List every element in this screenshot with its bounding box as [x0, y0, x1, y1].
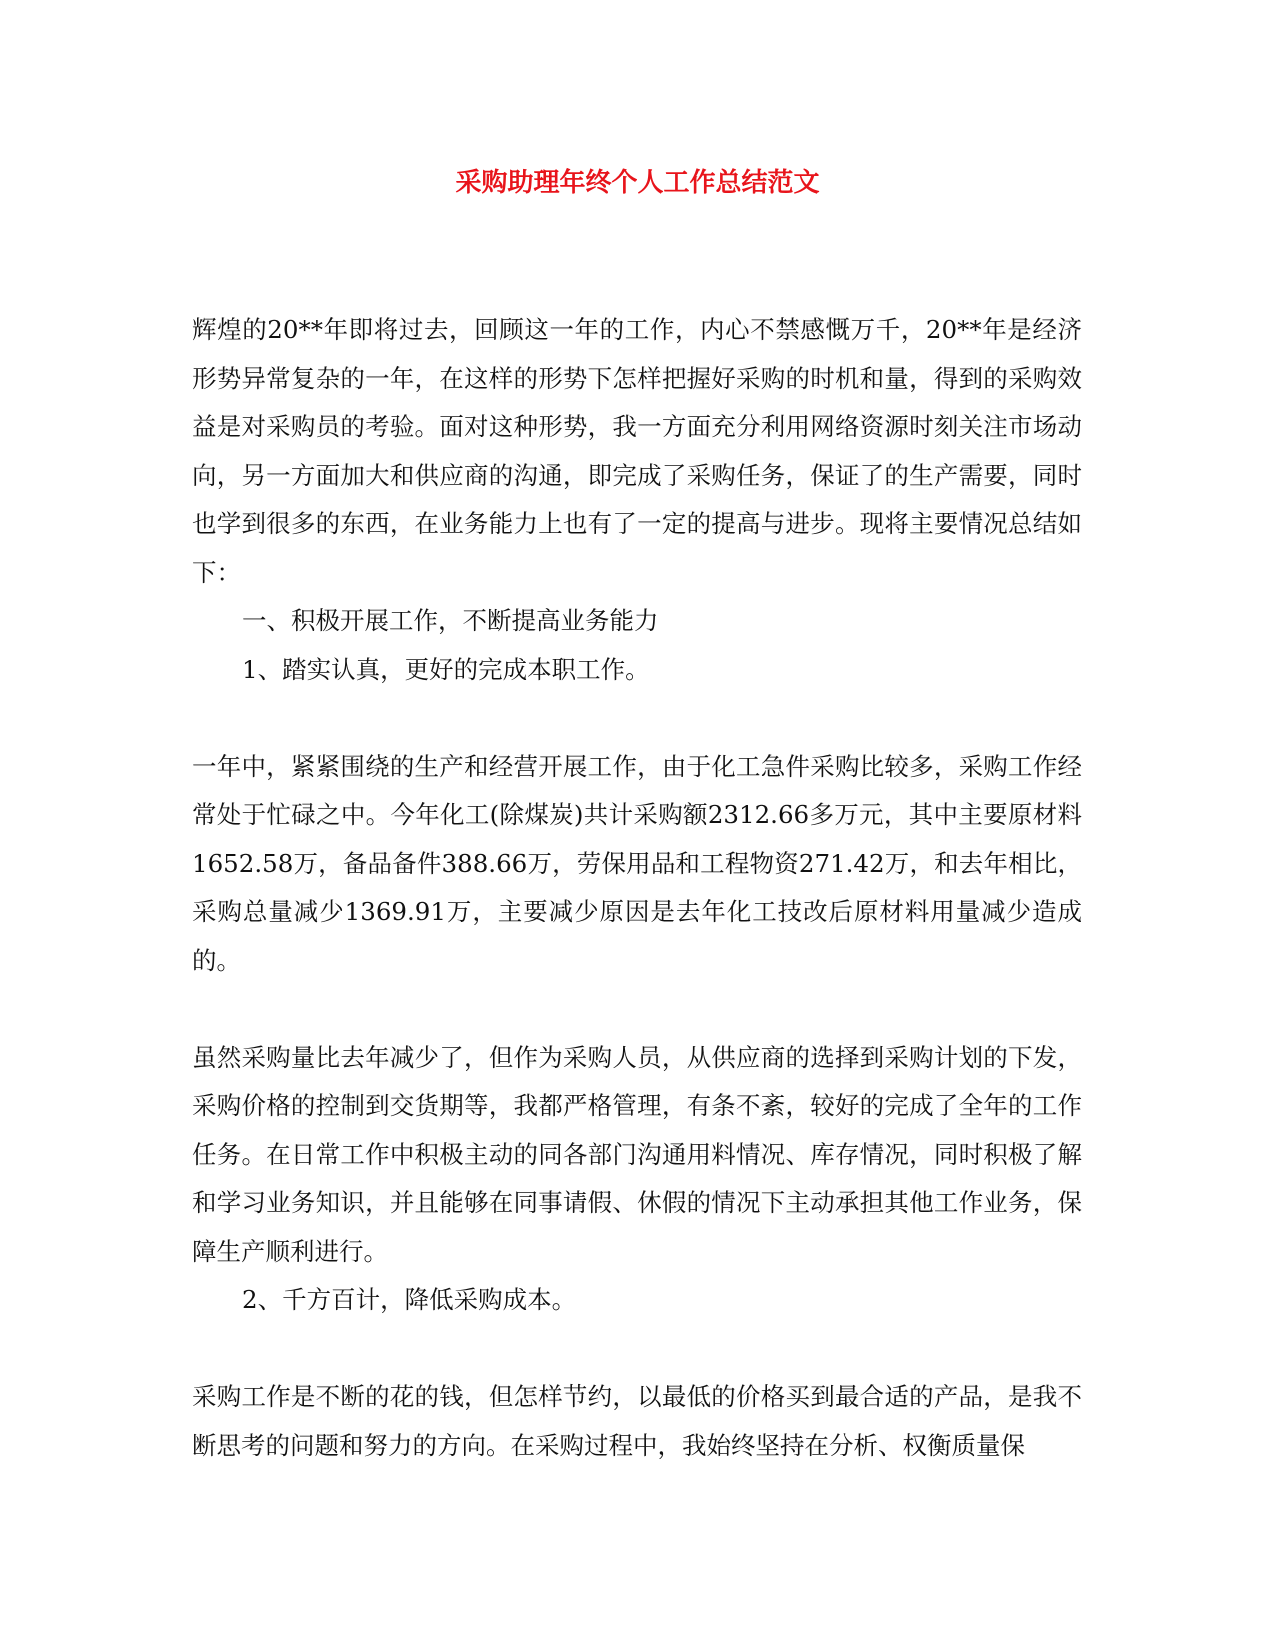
paragraph-cost-control: 采购工作是不断的花的钱，但怎样节约，以最低的价格买到最合适的产品，是我不断思考的问题和努力的方向。在采购过程中，我始终坚持在分析、权衡质量保 [192, 1382, 1082, 1460]
document-body [192, 306, 1082, 1470]
subheading-2: 2、千方百计，降低采购成本。 [242, 1285, 577, 1314]
section-heading-1: 一、积极开展工作，不断提高业务能力 [242, 606, 659, 635]
paragraph-purchase-amounts: 一年中，紧紧围绕的生产和经营开展工作，由于化工急件采购比较多，采购工作经常处于忙碌之中。今年化工(除煤炭)共计采购额2312.66多万元，其中主要原材料1652.58万，备品备件388.66万，劳保用品和工程物资271.42万，和去年相比，采购总量减少1369.91万，主要减少原因是去年化工技改后原材料用量减少造成的。 [192, 751, 1082, 975]
paragraph-management: 虽然采购量比去年减少了，但作为采购人员，从供应商的选择到采购计划的下发，采购价格的控制到交货期等，我都严格管理，有条不紊，较好的完成了全年的工作任务。在日常工作中积极主动的同各部门沟通用料情况、库存情况，同时积极了解和学习业务知识，并且能够在同事请假、休假的情况下主动承担其他工作业务，保障生产顺利进行。 [192, 1042, 1082, 1266]
subheading-1: 1、踏实认真，更好的完成本职工作。 [242, 654, 650, 684]
paragraph-spacer [192, 1325, 1082, 1374]
paragraph-spacer [192, 985, 1082, 1034]
document-title: 采购助理年终个人工作总结范文 [455, 168, 820, 198]
paragraph-spacer [192, 694, 1082, 743]
paragraph-intro: 辉煌的20**年即将过去，回顾这一年的工作，内心不禁感慨万千，20**年是经济形势异常复杂的一年，在这样的形势下怎样把握好采购的时机和量，得到的采购效益是对采购员的考验。面对这种形势，我一方面充分利用网络资源时刻关注市场动向，另一方面加大和供应商的沟通，即完成了采购任务，保证了的生产需要，同时也学到很多的东西，在业务能力上也有了一定的提高与进步。现将主要情况总结如下： [192, 315, 1082, 587]
